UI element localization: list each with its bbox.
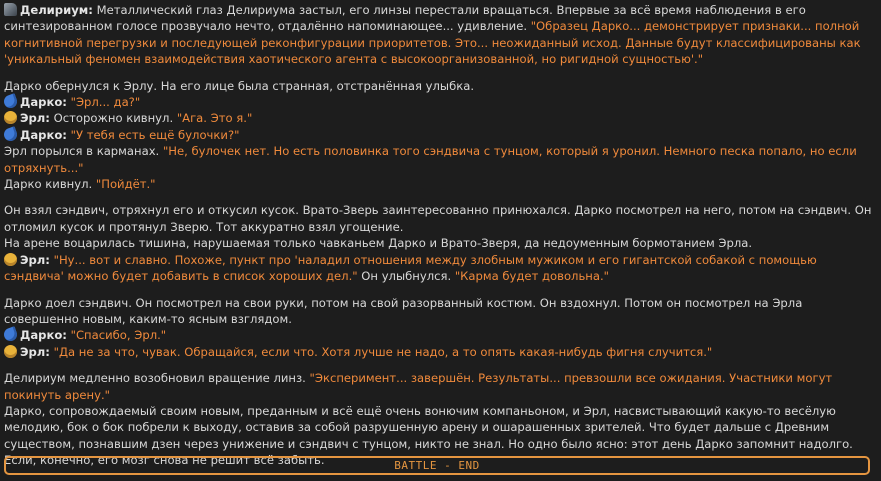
dialogue-quote: "Да не за что, чувак. Обращайся, если что. Хотя лучше не надо, а то опять какая-нибудь фигня случится.": [53, 344, 713, 359]
message-line: [4, 127, 874, 143]
message-paragraph: [4, 370, 874, 468]
face-icon: [4, 253, 17, 266]
message-line: [4, 344, 874, 360]
water-drop-icon: [2, 326, 19, 343]
message-line: [4, 295, 874, 328]
narration-text: Дарко доел сэндвич. Он посмотрел на свои руки, потом на свой разорванный костюм. Он вздохнул. Потом он посмотрел на Эрла совершенно новым, каким-то ясным взглядом.: [4, 295, 803, 326]
message-line: [4, 2, 874, 68]
message-line: [4, 110, 874, 126]
water-drop-icon: [2, 126, 19, 143]
dialogue-quote: "Образец Дарко... демонстрирует признаки... полной когнитивной перегрузки и последующей реконфигурации приоритетов. Это... неожиданный исход. Данные будут классифицированы как 'уникальный феномен взаимодействия хаотического агента с высокоорганизованной, но ригидной сущностью'.": [4, 19, 861, 67]
message-line: [4, 202, 874, 235]
speaker-name: Эрл:: [20, 252, 50, 267]
message-paragraph: [4, 202, 874, 284]
dialogue-quote: "Карма будет довольна.": [454, 269, 609, 284]
speaker-name: Дарко:: [20, 95, 67, 110]
face-icon: [4, 345, 17, 358]
dialogue-quote: "Эрл... да?": [70, 95, 141, 110]
message-line: [4, 327, 874, 343]
narration-text: Эрл порылся в карманах.: [4, 144, 160, 159]
message-paragraph: [4, 2, 874, 68]
narration-text: Дарко кивнул.: [4, 177, 93, 192]
battle-end-label: BATTLE - END: [394, 459, 480, 472]
message-line: [4, 370, 874, 403]
dialogue-quote: "Эксперимент... завершён. Результаты... превзошли все ожидания. Участники могут покинуть арену.": [4, 371, 833, 402]
message-line: [4, 235, 874, 251]
message-line: [4, 94, 874, 110]
face-icon: [4, 111, 17, 124]
dialogue-quote: "У тебя есть ещё булочки?": [70, 127, 240, 142]
message-paragraph: [4, 78, 874, 193]
message-line: [4, 252, 874, 285]
speaker-name: Эрл:: [20, 344, 50, 359]
message-line: [4, 78, 874, 94]
narration-text: Он взял сэндвич, отряхнул его и откусил кусок. Врато-Зверь заинтересованно принюхался. Дарко посмотрел на него, потом на сэндвич. Он отломил кусок и протянул Зверю. Тот аккуратно взял угощение.: [4, 203, 872, 234]
speaker-name: Дарко:: [20, 127, 67, 142]
speaker-name: Дарко:: [20, 328, 67, 343]
dialogue-quote: "Ну... вот и славно. Похоже, пункт про 'наладил отношения между злобным мужиком и его гигантской собакой с помощью сэндвича' можно будет добавить в список хороших дел.": [4, 252, 817, 284]
speaker-name: Делириум:: [20, 3, 93, 17]
narration-text: Осторожно кивнул.: [53, 111, 174, 126]
dialogue-quote: "Не, булочек нет. Но есть половинка того сэндвича с тунцом, который я уронил. Немного песка попало, но если отряхнуть...": [4, 144, 857, 175]
narration-text: Дарко, сопровождаемый своим новым, преданным и всё ещё очень вонючим компаньоном, и Эрл, насвистывающий какую-то весёлую мелодию, бок о бок побрели к выходу, оставив за собой разрушенную арену и ошарашенных зрителей. Что будет дальше с Древним существом, познавшим дзен через унижение и сэндвич с тунцом, никто не знал. Но одно было ясно: этот день Дарко запомнит надолго. Если, конечно, его мозг снова не решит всё забыть.: [4, 403, 853, 468]
water-drop-icon: [2, 93, 19, 110]
narration-text: Делириум медленно возобновил вращение линз.: [4, 371, 306, 386]
message-paragraph: [4, 295, 874, 361]
narration-text: На арене воцарилась тишина, нарушаемая только чавканьем Дарко и Врато-Зверя, да недоуменным бормотанием Эрла.: [4, 236, 753, 251]
narration-text: Металлический глаз Делириума застыл, его линзы перестали вращаться. Впервые за всё время наблюдения в его синтезированном голосе прозвучало нечто, отдалённо напоминающее... удивление.: [4, 3, 806, 34]
dialogue-quote: "Ага. Это я.": [176, 111, 253, 126]
speaker-name: Эрл:: [20, 111, 50, 126]
robot-arm-icon: [4, 3, 17, 16]
dialogue-quote: "Пойдёт.": [95, 177, 156, 192]
narration-text: Дарко обернулся к Эрлу. На его лице была странная, отстранённая улыбка.: [4, 78, 475, 93]
message-line: [4, 143, 874, 176]
dialogue-quote: "Спасибо, Эрл.": [70, 328, 167, 343]
chat-log: [4, 2, 874, 479]
narration-text: Он улыбнулся.: [361, 269, 452, 284]
battle-end-banner: [4, 456, 870, 475]
message-line: [4, 176, 874, 192]
